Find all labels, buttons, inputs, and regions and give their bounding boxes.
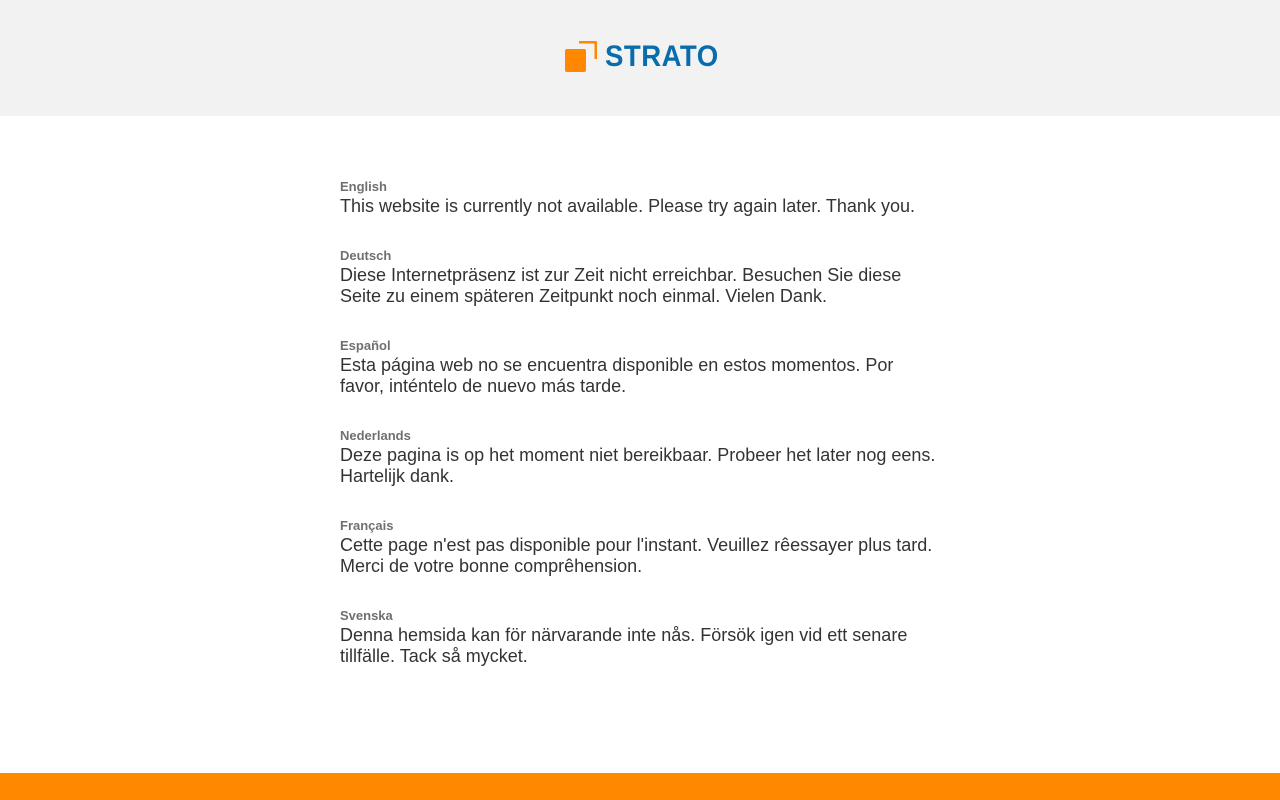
language-label: Svenska (340, 608, 393, 623)
message-text: Deze pagina is op het moment niet bereikbaar. Probeer het later nog eens. Hartelijk dank. (340, 445, 936, 486)
page-header (0, 0, 1280, 116)
message-text: Diese Internetpräsenz ist zur Zeit nicht erreichbar. Besuchen Sie diese Seite zu einem späteren Zeitpunkt noch einmal. Vielen Dank. (340, 265, 902, 306)
language-label: Français (340, 518, 394, 533)
message-deutsch (340, 247, 940, 307)
language-label: English (340, 179, 387, 194)
message-english (340, 178, 940, 217)
brand-name: STRATO (605, 40, 719, 73)
messages-list (340, 178, 940, 697)
message-text: This website is currently not available. Please try again later. Thank you. (340, 196, 915, 216)
message-text: Denna hemsida kan för närvarande inte nås. Försök igen vid ett senare tillfälle. Tack så mycket. (340, 625, 908, 666)
message-svenska (340, 607, 940, 667)
message-espanol (340, 337, 940, 397)
language-label: Español (340, 338, 391, 353)
message-text: Cette page n'est pas disponible pour l'instant. Veuillez rêessayer plus tard. Merci de votre bonne comprêhension. (340, 535, 933, 576)
footer-bar (0, 773, 1280, 800)
message-nederlands (340, 427, 940, 487)
message-francais (340, 517, 940, 577)
language-label: Nederlands (340, 428, 411, 443)
strato-logo[interactable] (565, 40, 729, 74)
language-label: Deutsch (340, 248, 392, 263)
message-text: Esta página web no se encuentra disponible en estos momentos. Por favor, inténtelo de nuevo más tarde. (340, 355, 894, 396)
strato-logo-icon (565, 41, 597, 73)
